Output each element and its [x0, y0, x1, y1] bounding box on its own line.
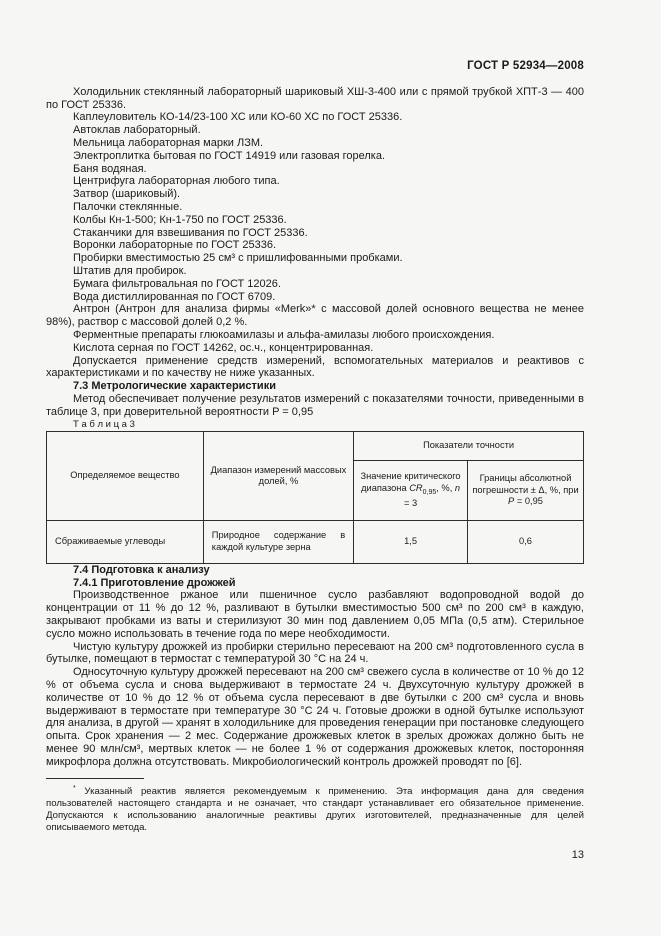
equipment-item: Затвор (шариковый). — [73, 188, 181, 201]
equipment-item: Пробирки вместимостью 25 см³ с пришлифованными пробками. — [73, 252, 403, 265]
delta-header-text: Границы абсолютной погрешности ± Δ, %, при — [472, 473, 579, 495]
equipment-item: Колбы Кн-1-500; Кн-1-750 по ГОСТ 25336. — [73, 213, 287, 226]
equipment-item: Кислота серная по ГОСТ 14262, ос.ч., концентрированная. — [73, 341, 374, 354]
section-7-4-1-heading: 7.4.1 Приготовление дрожжей — [73, 576, 236, 589]
column-group-accuracy: Показатели точности — [354, 432, 584, 461]
n-value: = 3 — [403, 497, 418, 508]
column-header-critical-range — [354, 460, 468, 520]
equipment-item: Каплеуловитель КО-14/23-100 ХС или КО-60 ХС по ГОСТ 25336. — [73, 111, 403, 124]
footnote-divider — [46, 778, 144, 779]
column-header-range: Диапазон измерений массовых долей, % — [203, 432, 353, 521]
footnote-marker: * — [73, 784, 76, 792]
p-value: = 0,95 — [514, 496, 543, 507]
table-3-label: Т а б л и ц а 3 — [73, 418, 135, 430]
cell-abs-error-value: 0,6 — [468, 520, 584, 563]
page-number: 13 — [571, 848, 584, 861]
cr-header-units: , %, — [436, 482, 455, 493]
cell-substance: Сбраживаемые углеводы — [47, 520, 204, 563]
equipment-item: Электроплитка бытовая по ГОСТ 14919 или газовая горелка. — [73, 149, 386, 162]
table-row — [47, 520, 584, 563]
cell-critical-range-value: 1,5 — [354, 520, 468, 563]
equipment-item: Стаканчики для взвешивания по ГОСТ 25336. — [73, 226, 308, 239]
equipment-item: Автоклав лабораторный. — [73, 124, 201, 137]
cr-subscript: 0,95 — [422, 488, 437, 496]
table-header-row-1 — [47, 432, 584, 461]
cell-range: Природное содержание в каждой культуре зерна — [203, 520, 353, 563]
equipment-item: Ферментные препараты глюкоамилазы и альфа-амилазы любого происхождения. — [73, 328, 495, 341]
equipment-item: Холодильник стеклянный лабораторный шариковый ХШ-3-400 или с прямой трубкой ХПТ-3 — 400 по ГОСТ 25336. — [46, 85, 584, 111]
section-7-4-heading: 7.4 Подготовка к анализу — [73, 563, 210, 576]
section-7-4-paragraph: Чистую культуру дрожжей из пробирки стерильно пересевают на 200 см³ подготовленного сусла в бутылке, помещают в термостат с температурой 30 °С на 24 ч. — [46, 640, 584, 666]
cr-header-text: Значение критического диапазона — [360, 471, 461, 493]
equipment-item: Антрон (Антрон для анализа фирмы «Merk»* с массовой долей основного вещества не менее 98%), раствор с массовой долей 0,2 %. — [46, 303, 584, 329]
document-standard-number: ГОСТ Р 52934—2008 — [467, 60, 584, 72]
cr-variable: CR — [409, 482, 423, 493]
section-7-3-heading: 7.3 Метрологические характеристики — [73, 380, 276, 393]
equipment-item: Центрифуга лабораторная любого типа. — [73, 175, 280, 188]
equipment-item: Воронки лабораторные по ГОСТ 25336. — [73, 239, 277, 252]
equipment-item: Штатив для пробирок. — [73, 264, 187, 277]
column-header-abs-error — [468, 460, 584, 520]
equipment-item: Допускается применение средств измерений, вспомогательных материалов и реактивов с характеристиками и по качеству не ниже указанных. — [46, 354, 584, 380]
n-variable: n — [454, 482, 461, 493]
equipment-item: Мельница лабораторная марки ЛЗМ. — [73, 136, 264, 149]
section-7-4-paragraph: Односуточную культуру дрожжей пересевают на 200 см³ свежего сусла в количестве от 10 % до 12 % от объема сусла и снова выдерживают в термостате 24 ч. Двухсуточную культуру дрожжей в количестве от 10 % до 12 % от объема сусла пересевают в две бутылки с 200 см³ сусла и вновь выдерживают в термостате при температуре 30 °С 24 ч. Готовые дрожжи в одной бутылке используют для анализа, в другой — хранят в холодильнике для проведения генерации при постановке следующего опыта. Срок хранения — 2 мес. Содержание дрожжевых клеток в зрелых дрожжах должно быть не менее 90 млн/см³, мертвых клеток — не более 1 % от содержания дрожжевых клеток, посторонняя микрофлора должна отсутствовать. Микробиологический контроль дрожжей проводят по [6]. — [46, 666, 584, 768]
footnote — [46, 783, 584, 835]
column-header-substance: Определяемое вещество — [47, 432, 204, 521]
footnote-text: Указанный реактив является рекомендуемым к применению. Эта информация дана для сведения пользователей настоящего стандарта и не означает, что стандарт устанавливает его обязательное применение. Допускаются к использованию аналогичные реактивы других изготовителей, предназначенные для целей описываемого метода. — [46, 785, 585, 834]
section-7-3-intro: Метод обеспечивает получение результатов измерений с показателями точности, приведенными в таблице 3, при доверительной вероятности P = 0,95 — [46, 392, 584, 418]
accuracy-table — [46, 431, 584, 564]
equipment-item: Вода дистиллированная по ГОСТ 6709. — [73, 290, 276, 303]
p-variable: P — [508, 496, 515, 507]
equipment-item: Палочки стеклянные. — [73, 200, 183, 213]
section-7-4-paragraph: Производственное ржаное или пшеничное сусло разбавляют водопроводной водой до концентрации от 11 % до 12 %, разливают в бутылки вместимостью 500 см³ по 200 см³ в каждую, закрывают пробками из ваты и стерилизуют 30 мин под давлением 0,05 МПа (0,5 атм). Стерильное сусло можно использовать в течение года по мере необходимости. — [46, 589, 584, 640]
equipment-item: Бумага фильтровальная по ГОСТ 12026. — [73, 277, 281, 290]
equipment-item: Баня водяная. — [73, 162, 147, 175]
document-page — [46, 60, 584, 861]
